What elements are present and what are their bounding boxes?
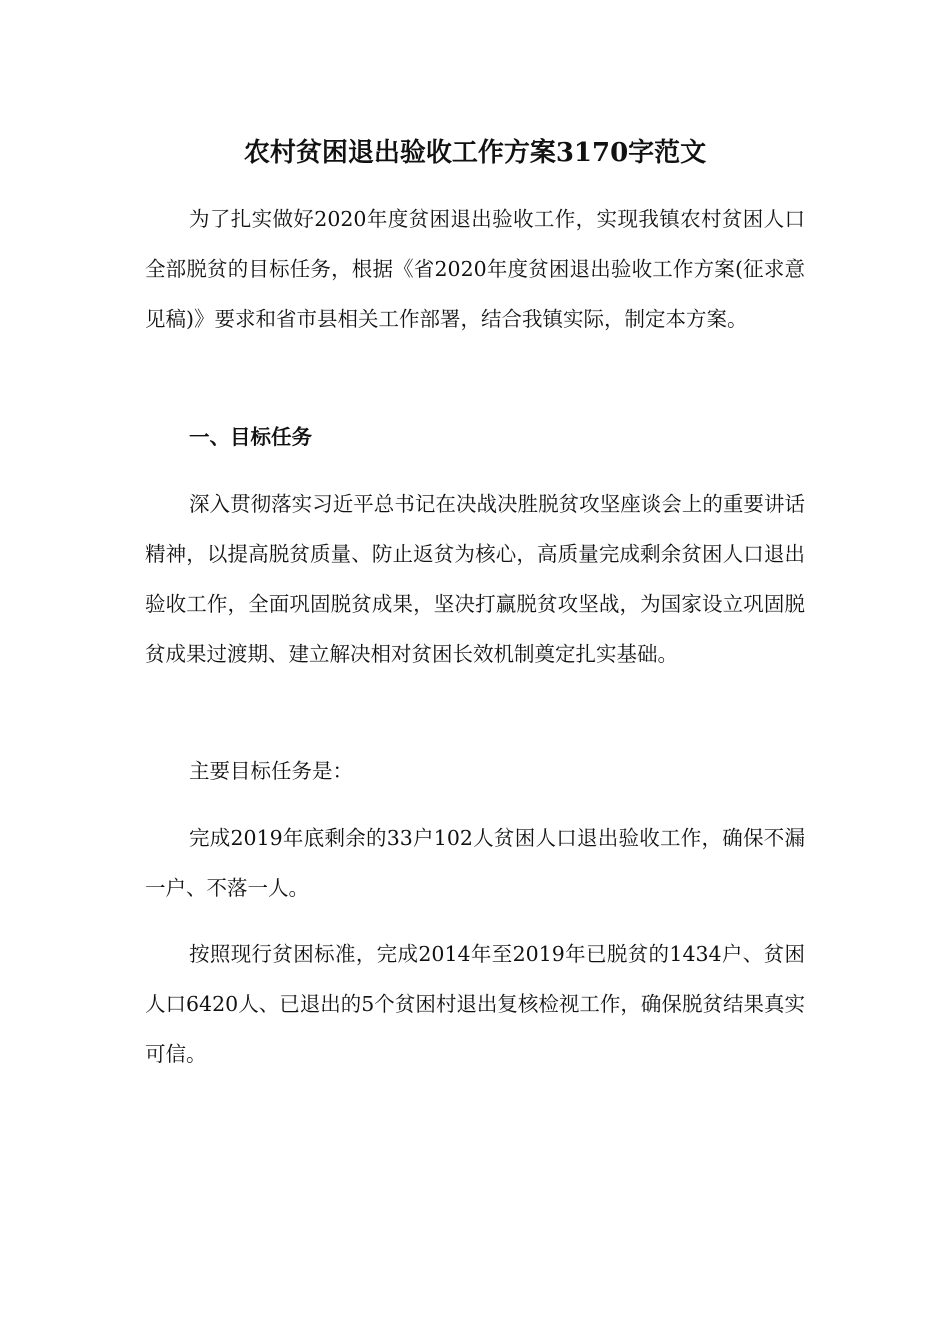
body-paragraph: 完成2019年底剩余的33户102人贫困人口退出验收工作，确保不漏一户、不落一人。 [145, 826, 805, 900]
intro-paragraph: 为了扎实做好2020年度贫困退出验收工作，实现我镇农村贫困人口全部脱贫的目标任务，根据《省2020年度贫困退出验收工作方案(征求意见稿)》要求和省市县相关工作部署，结合我镇实际，制定本方案。 [145, 207, 805, 331]
document-title: 农村贫困退出验收工作方案3170字范文 [243, 138, 707, 168]
section-heading-goals: 一、目标任务 [189, 425, 312, 449]
body-paragraph: 深入贯彻落实习近平总书记在决战决胜脱贫攻坚座谈会上的重要讲话精神，以提高脱贫质量、防止返贫为核心，高质量完成剩余贫困人口退出验收工作，全面巩固脱贫成果，坚决打赢脱贫攻坚战，为国家设立巩固脱贫成果过渡期、建立解决相对贫困长效机制奠定扎实基础。 [145, 492, 805, 666]
body-paragraph: 按照现行贫困标准，完成2014年至2019年已脱贫的1434户、贫困人口6420人、已退出的5个贫困村退出复核检视工作，确保脱贫结果真实可信。 [145, 942, 805, 1066]
body-paragraph: 主要目标任务是： [189, 759, 353, 783]
